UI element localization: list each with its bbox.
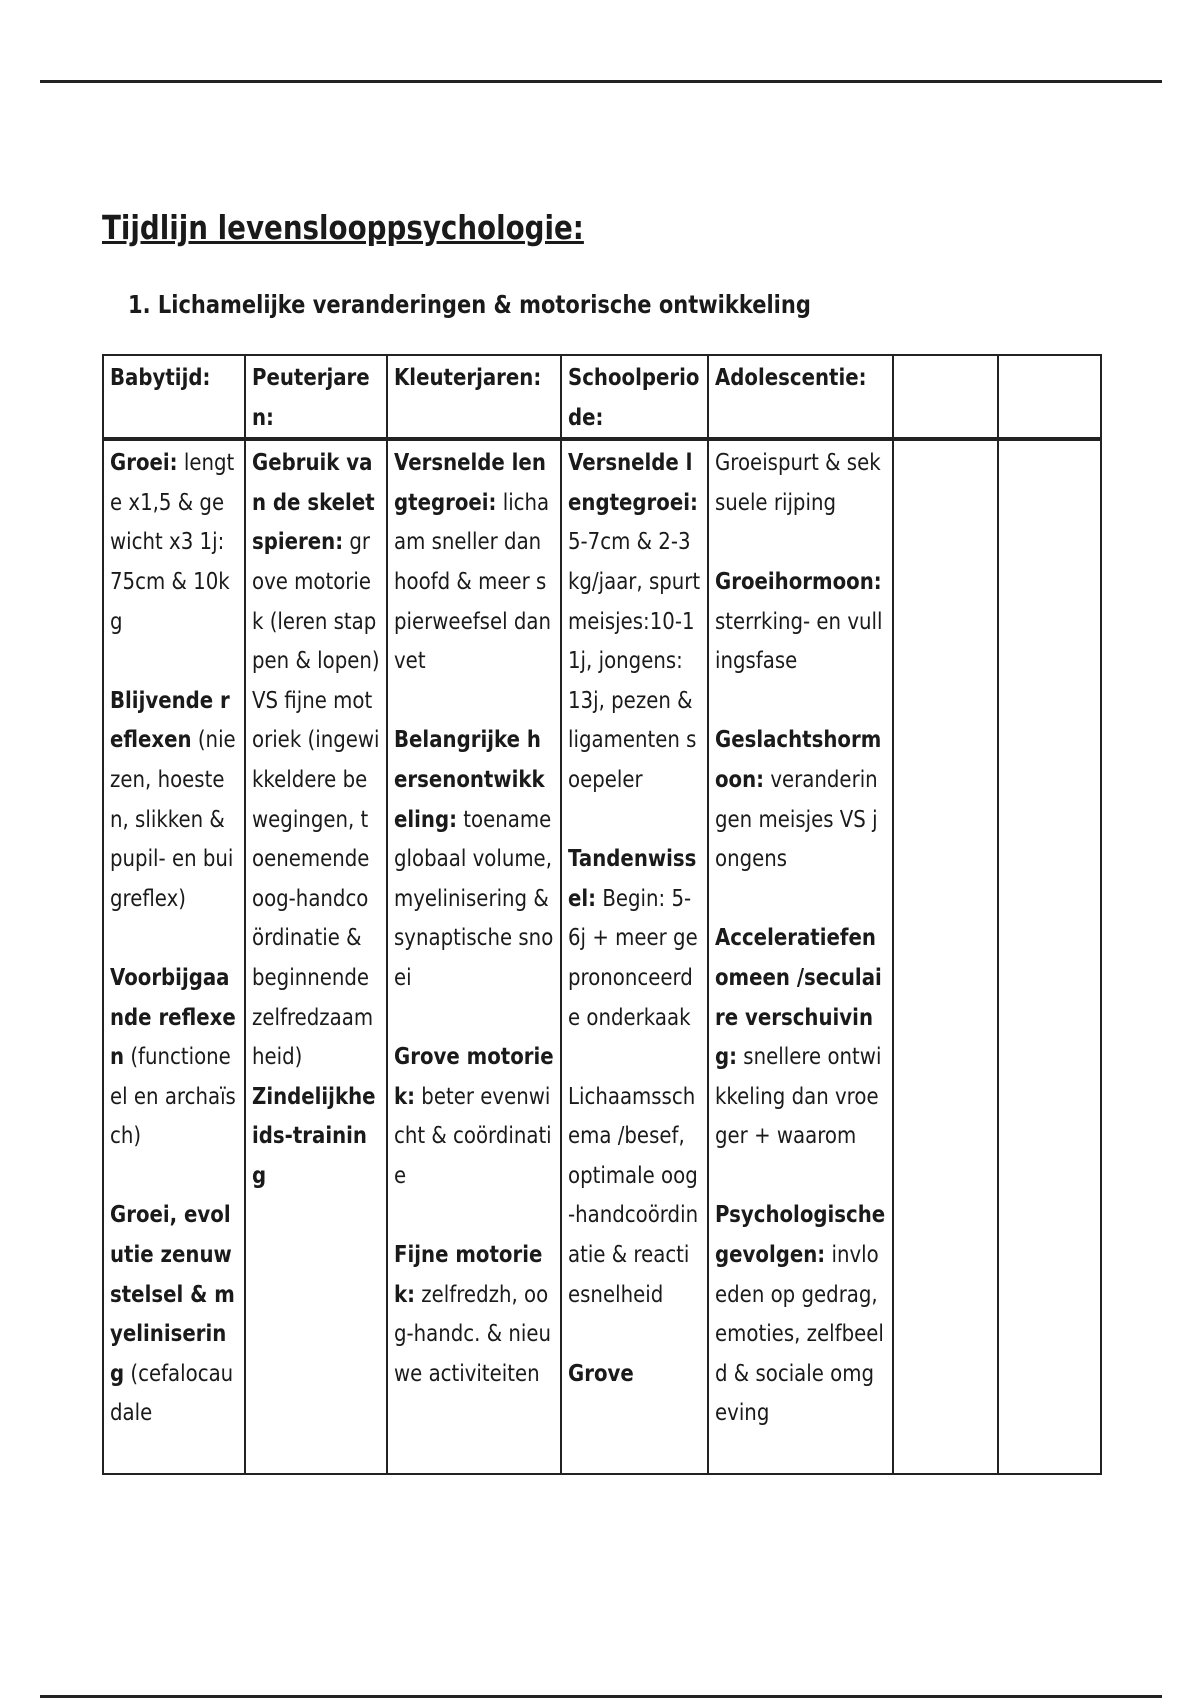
list-item: Groeihormoon: sterrking- en vullingsfase — [715, 566, 883, 675]
list-item: Voorbijgaande reflexen (functioneel en archaïsch) — [110, 962, 236, 1150]
list-item: Groei, evolutie zenuwstelsel & myelinisering (cefalocaudale — [110, 1200, 235, 1427]
content-row — [103, 439, 1101, 1474]
list-item: Lichaamsschema /besef, optimale oog-handcoördinatie & reactiesnelheid — [568, 1081, 699, 1308]
header-babytijd: Babytijd: — [103, 355, 245, 439]
list-item: Versnelde lengtegroei: 5-7cm & 2-3kg/jaar, spurt meisjes:10-11j, jongens: 13j, pezen & ligamenten soepeler — [568, 448, 701, 793]
list-item: Geslachtshormoon: veranderingen meisjes VS jongens — [715, 725, 882, 873]
timeline-table — [102, 354, 1102, 1475]
cell-babytijd — [103, 439, 245, 1474]
header-row — [103, 355, 1101, 439]
list-item: Psychologische gevolgen: invloeden op gedrag, emoties, zelfbeeld & sociale omgeving — [715, 1200, 886, 1427]
header-rule — [40, 80, 1162, 83]
cell-schoolperiode — [561, 439, 708, 1474]
header-kleuterjaren: Kleuterjaren: — [387, 355, 561, 439]
header-schoolperiode: Schoolperiode: — [561, 355, 708, 439]
list-item: Acceleratiefenomeen /seculaire verschuiving: snellere ontwikkeling dan vroeger + waarom — [715, 923, 882, 1150]
cell-adolescentie — [708, 439, 893, 1474]
header-empty-2 — [998, 355, 1101, 439]
list-item: Fijne motoriek: zelfredzh, oog-handc. & nieuwe activiteiten — [394, 1240, 552, 1387]
list-item: Versnelde lengtegroei: lichaam sneller dan hoofd & meer spierweefsel dan vet — [394, 448, 551, 675]
list-item: Tandenwissel: Begin: 5-6j + meer geprononceerde onderkaak — [568, 844, 698, 1031]
list-item: Groeispurt & seksuele rijping — [715, 448, 881, 516]
document-title: Tijdlijn levenslooppsychologie: — [102, 208, 584, 247]
cell-empty-1 — [893, 439, 998, 1474]
header-peuterjaren: Peuterjaren: — [245, 355, 387, 439]
footer-rule — [40, 1695, 1162, 1698]
list-item: Blijvende reflexen (niezen, hoesten, slikken & pupil- en buigreflex) — [110, 685, 236, 912]
cell-kleuterjaren — [387, 439, 561, 1474]
list-item: Grove — [568, 1358, 634, 1387]
list-item: Grove motoriek: beter evenwicht & coördinatie — [394, 1042, 554, 1189]
list-item: Groei: lengte x1,5 & gewicht x3 1j: 75cm & 10kg — [110, 448, 235, 635]
cell-peuterjaren — [245, 439, 387, 1474]
list-item: Belangrijke hersenontwikkeling: toename globaal volume, myelinisering & synaptische snoei — [394, 725, 554, 991]
list-item: Zindelijkheids-training — [252, 1081, 376, 1189]
header-empty-1 — [893, 355, 998, 439]
cell-empty-2 — [998, 439, 1101, 1474]
header-adolescentie: Adolescentie: — [708, 355, 893, 439]
list-item: Gebruik van de skeletspieren: grove motoriek (leren stappen & lopen) VS fijne motoriek (ingewikkeldere bewegingen, toenemende oog-handcoördinatie & beginnende zelfredzaamheid) — [252, 448, 380, 1071]
section-heading: 1. Lichamelijke veranderingen & motorische ontwikkeling — [128, 290, 811, 319]
